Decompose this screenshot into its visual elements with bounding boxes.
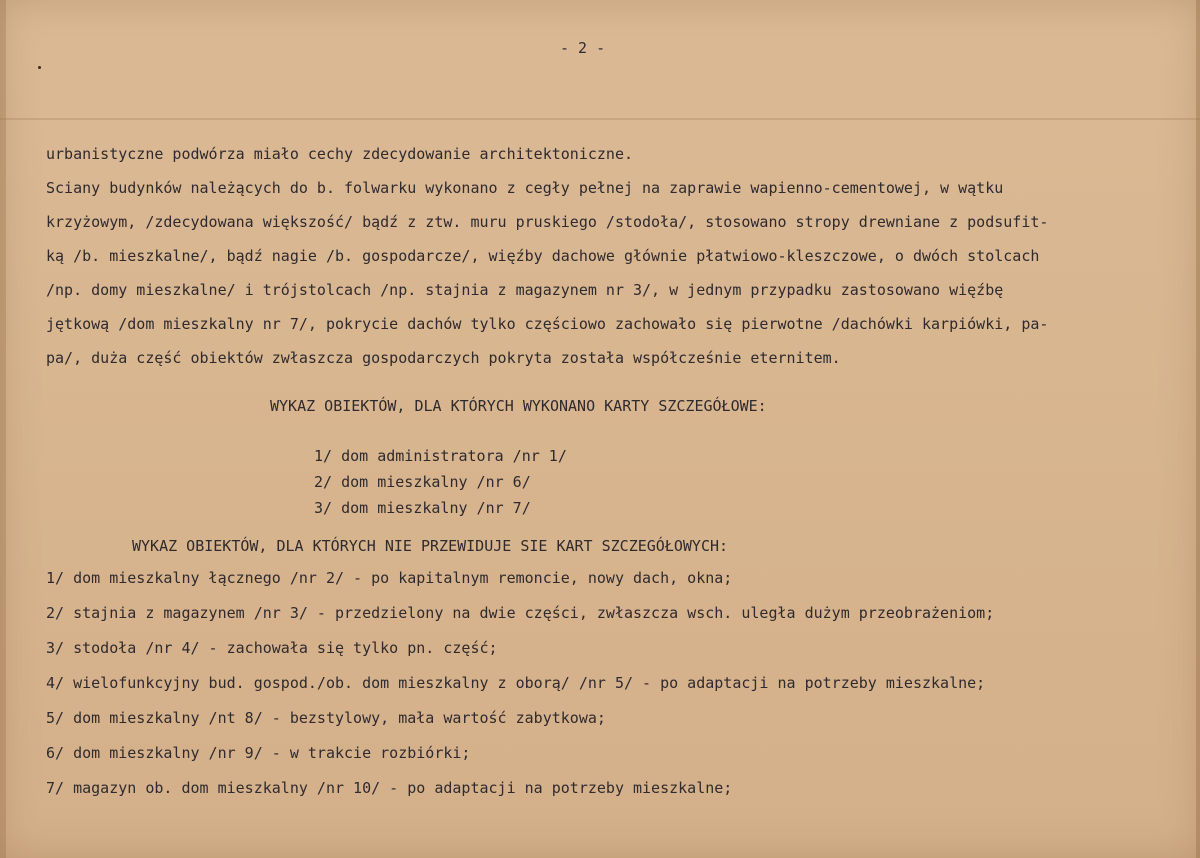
paragraph-line: jętkową /dom mieszkalny nr 7/, pokrycie dachów tylko częściowo zachowało się pierwotne /dachówki karpiówki, pa- bbox=[46, 315, 1049, 333]
paragraph-line: ką /b. mieszkalne/, bądź nagie /b. gospodarcze/, więźby dachowe głównie płatwiowo-kleszczowe, o dwóch stolcach bbox=[46, 247, 1040, 265]
list-item: 7/ magazyn ob. dom mieszkalny /nr 10/ - po adaptacji na potrzeby mieszkalne; bbox=[46, 779, 733, 797]
paragraph-line: krzyżowym, /zdecydowana większość/ bądź z ztw. muru pruskiego /stodoła/, stosowano stropy drewniane z podsufit- bbox=[46, 213, 1049, 231]
list-item: 5/ dom mieszkalny /nt 8/ - bezstylowy, mała wartość zabytkowa; bbox=[46, 709, 606, 727]
page-edge-left bbox=[0, 0, 6, 858]
paragraph-line: pa/, duża część obiektów zwłaszcza gospodarczych pokryta została współcześnie eternitem. bbox=[46, 349, 841, 367]
paragraph-line: urbanistyczne podwórza miało cechy zdecydowanie architektoniczne. bbox=[46, 145, 633, 163]
list-item: 2/ stajnia z magazynem /nr 3/ - przedzielony na dwie części, zwłaszcza wsch. uległa dużym przeobrażeniom; bbox=[46, 604, 995, 622]
page-number: - 2 - bbox=[560, 39, 606, 57]
list-item: 6/ dom mieszkalny /nr 9/ - w trakcie rozbiórki; bbox=[46, 744, 471, 762]
detailed-item: 1/ dom administratora /nr 1/ bbox=[314, 447, 567, 465]
detailed-cards-heading: WYKAZ OBIEKTÓW, DLA KTÓRYCH WYKONANO KARTY SZCZEGÓŁOWE: bbox=[270, 397, 767, 415]
paragraph-line: /np. domy mieszkalne/ i trójstolcach /np. stajnia z magazynem nr 3/, w jednym przypadku zastosowano więźbę bbox=[46, 281, 1004, 299]
detailed-item: 2/ dom mieszkalny /nr 6/ bbox=[314, 473, 531, 491]
fold-line bbox=[0, 118, 1200, 120]
list-item: 1/ dom mieszkalny łącznego /nr 2/ - po kapitalnym remoncie, nowy dach, okna; bbox=[46, 569, 733, 587]
page-edge-right bbox=[1196, 0, 1200, 858]
no-cards-heading: WYKAZ OBIEKTÓW, DLA KTÓRYCH NIE PRZEWIDUJE SIE KART SZCZEGÓŁOWYCH: bbox=[132, 537, 729, 555]
paragraph-line: Sciany budynków należących do b. folwarku wykonano z cegły pełnej na zaprawie wapienno-cementowej, w wątku bbox=[46, 179, 1004, 197]
detailed-item: 3/ dom mieszkalny /nr 7/ bbox=[314, 499, 531, 517]
list-item: 4/ wielofunkcyjny bud. gospod./ob. dom mieszkalny z oborą/ /nr 5/ - po adaptacji na potrzeby mieszkalne; bbox=[46, 674, 986, 692]
list-item: 3/ stodoła /nr 4/ - zachowała się tylko pn. część; bbox=[46, 639, 498, 657]
ink-speck bbox=[38, 66, 41, 69]
